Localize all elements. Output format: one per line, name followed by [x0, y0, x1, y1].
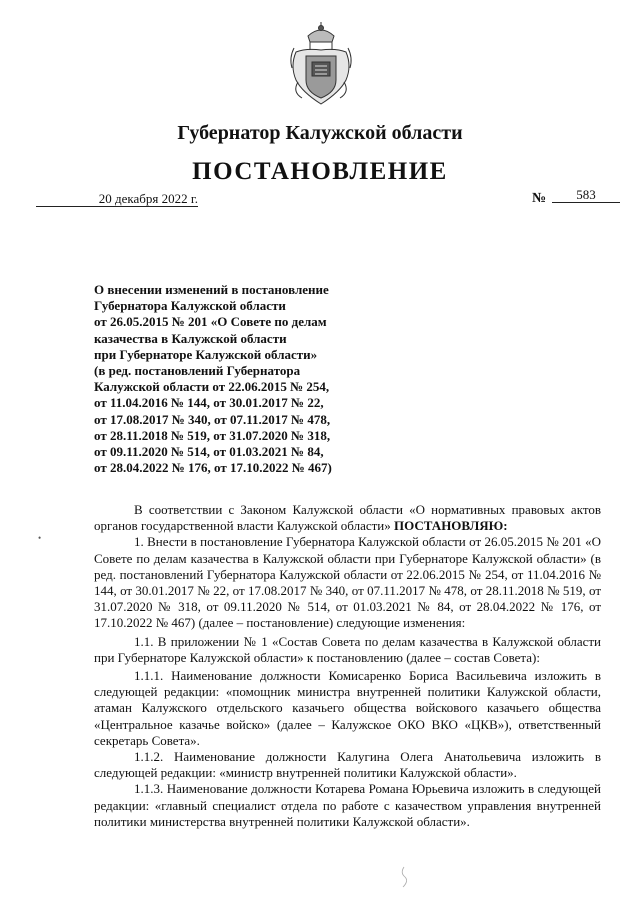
document-body [94, 502, 601, 830]
subject-line: при Губернаторе Калужской области» [94, 346, 318, 362]
clause-1: 1. Внести в постановление Губернатора Калужской области от 26.05.2015 № 201 «О Совете по делам казачества в Калужской области при Губернаторе Калужской области» (в ред. постановлений Губернатора Калужской области от 22.06.2015 № 254, от 11.04.2016 № 144, от 30.01.2017 № 22, от 17.08.2017 № 340, от 07.11.2017 № 478, от 28.11.2018 № 519, от 31.07.2020 № 318, от 09.11.2020 № 514, от 01.03.2021 № 84, от 28.04.2022 № 176, от 17.10.2022 № 467) (далее – постановление) следующие изменения: [94, 534, 601, 631]
coat-of-arms-emblem [288, 22, 354, 108]
clause-1-1-1: 1.1.1. Наименование должности Комисаренко Бориса Васильевича изложить в следующей редакции: «помощник министра внутренней политики Калужской области, атаман Калужского отдельского казачьего общества войскового казачьего общества «Центральное казачье войско» (далее – Калужское ОКО ВКО «ЦКВ»), ответственный секретарь Совета». [94, 668, 601, 748]
clause-1-1-2: 1.1.2. Наименование должности Калугина Олега Анатольевича изложить в следующей редакции: «министр внутренней политики Калужской области». [94, 749, 601, 781]
subject-line: Калужской области от 22.06.2015 № 254, [94, 379, 330, 395]
subject-line: казачества в Калужской области [94, 330, 287, 346]
document-date: 20 декабря 2022 г. [36, 191, 198, 207]
subject-line: О внесении изменений в постановление [94, 282, 329, 297]
clause-1-1: 1.1. В приложении № 1 «Состав Совета по делам казачества в Калужской области при Губернаторе Калужской области» к постановлению (далее – состав Совета): [94, 633, 601, 665]
resolution-keyword: ПОСТАНОВЛЯЮ: [394, 518, 508, 534]
subject-line: от 17.08.2017 № 340, от 07.11.2017 № 478, [94, 411, 331, 427]
subject-line: от 26.05.2015 № 201 «О Совете по делам [94, 314, 327, 330]
subject-line: от 09.11.2020 № 514, от 01.03.2021 № 84, [94, 444, 324, 460]
document-number-label: № [532, 191, 547, 206]
preamble-text: В соответствии с Законом Калужской области «О нормативных правовых актов органов государственной власти Калужской области» [94, 502, 601, 534]
document-type-heading: ПОСТАНОВЛЕНИЕ [192, 158, 448, 185]
subject-line: (в ред. постановлений Губернатора [94, 363, 301, 379]
subject-line: Губернатора Калужской области [94, 298, 286, 314]
preamble-paragraph [94, 502, 601, 534]
document-number: 583 [552, 187, 620, 203]
clause-1-1-3: 1.1.3. Наименование должности Котарева Романа Юрьевича изложить в следующей редакции: «главный специалист отдела по работе с казачеством управления внутренней политики министерства внутренней политики Калужской области». [94, 781, 601, 829]
document-subject [94, 282, 353, 476]
subject-line: от 28.11.2018 № 519, от 31.07.2020 № 318, [94, 427, 331, 443]
margin-mark: • [38, 533, 42, 543]
subject-line: от 11.04.2016 № 144, от 30.01.2017 № 22, [94, 395, 324, 411]
issuing-authority: Губернатор Калужской области [177, 122, 463, 144]
subject-line: от 28.04.2022 № 176, от 17.10.2022 № 467) [94, 460, 332, 476]
pen-mark [398, 865, 410, 889]
